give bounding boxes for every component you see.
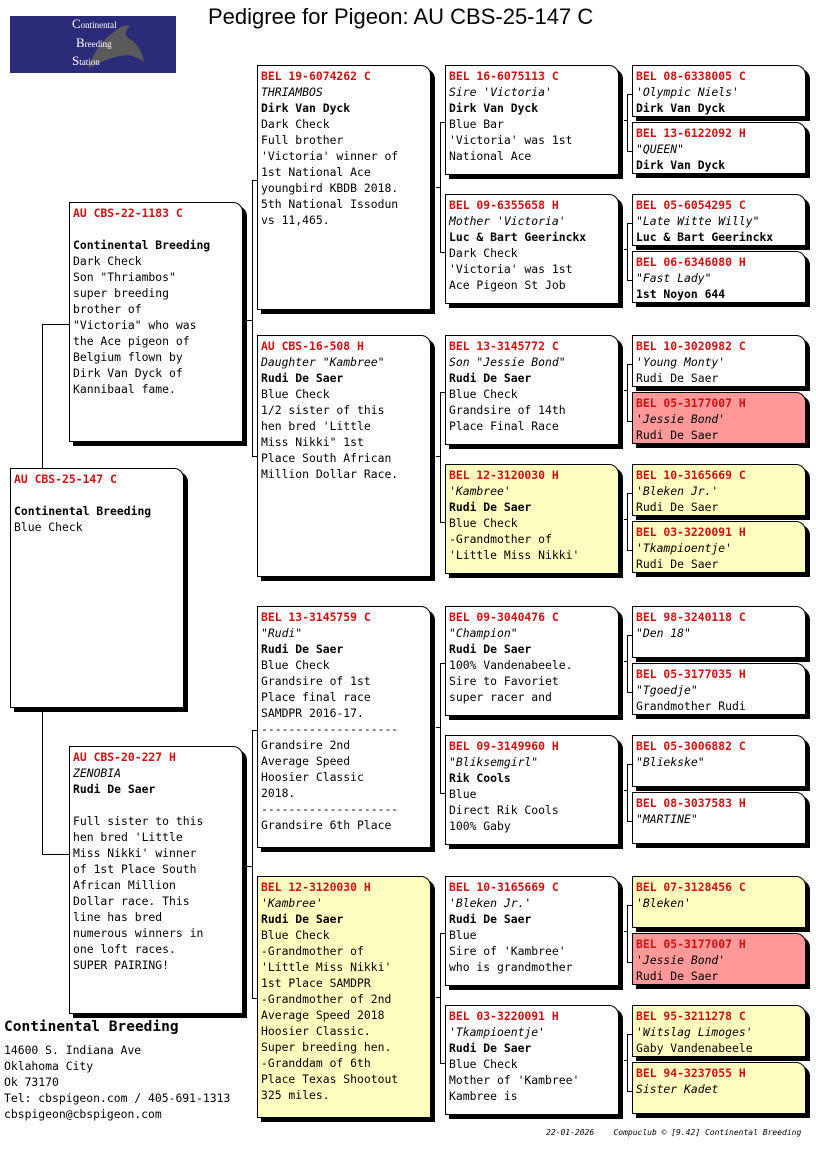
pigeon-card[interactable]	[445, 335, 619, 445]
info-line: Dark Check	[261, 117, 330, 131]
breeder-address: 14600 S. Indiana Ave Oklahoma City Ok 73170 Tel: cbspigeon.com / 405-691-1313 cbspigeon@cbspigeon.com	[4, 1043, 231, 1121]
pigeon-name: 'Olympic Niels'	[636, 85, 739, 99]
pedigree-connector	[42, 324, 43, 468]
info-line: Kannibaal fame.	[73, 382, 176, 396]
owner-name: Rudi De Saer	[73, 782, 156, 796]
ring-number: BEL 13-3145759 C	[261, 610, 371, 624]
pigeon-card[interactable]	[632, 251, 806, 303]
info-line: Blue Check	[261, 387, 330, 401]
ring-number: BEL 09-3040476 C	[449, 610, 559, 624]
info-line: 1/2 sister of this	[261, 403, 385, 417]
info-line: the Ace pigeon of	[73, 334, 190, 348]
spacer	[14, 487, 180, 503]
ring-number: BEL 12-3120030 H	[449, 468, 559, 482]
info-line: youngbird KBDB 2018.	[261, 181, 399, 195]
info-line: hen bred 'Little	[261, 419, 371, 433]
ring-number: BEL 03-3220091 H	[449, 1009, 559, 1023]
pedigree-connector	[627, 905, 628, 962]
pedigree-connector	[440, 933, 441, 1063]
info-line: Blue Check	[449, 1057, 518, 1071]
ring-number: BEL 03-3220091 H	[636, 525, 746, 539]
info-line: Dark Check	[73, 254, 142, 268]
info-line: Super breeding hen.	[261, 1040, 392, 1054]
owner-name: Luc & Bart Geerinckx	[636, 230, 774, 244]
info-line: Grandsire of 14th	[449, 403, 566, 417]
info-line: 'Little Miss Nikki'	[449, 548, 580, 562]
owner-name: Rudi De Saer	[261, 912, 344, 926]
info-line: super breeding	[73, 286, 170, 300]
ring-number: BEL 19-6074262 C	[261, 69, 371, 83]
info-line: Miss Nikki' winner	[73, 846, 197, 860]
pigeon-name: Sire 'Victoria'	[449, 85, 552, 99]
pigeon-card[interactable]	[632, 933, 806, 985]
info-line: one loft races.	[73, 942, 176, 956]
pigeon-name: 'Jessie Bond'	[636, 953, 726, 967]
owner-name: Continental Breeding	[14, 504, 152, 518]
info-line: Full brother	[261, 133, 344, 147]
ring-number: BEL 16-6075113 C	[449, 69, 559, 83]
info-line: Grandsire 6th Place	[261, 818, 392, 832]
ring-number: BEL 05-6054295 C	[636, 198, 746, 212]
ring-number: BEL 08-3037583 H	[636, 796, 746, 810]
pigeon-name: "QUEEN"	[636, 142, 685, 156]
pigeon-name: "Late Witte Willy"	[636, 214, 760, 228]
info-line: -Grandmother of 2nd	[261, 992, 392, 1006]
pedigree-connector	[627, 94, 628, 151]
pedigree-connector	[627, 764, 628, 821]
pigeon-card[interactable]	[632, 392, 806, 444]
info-line: brother of	[73, 302, 142, 316]
info-line: Dollar race. This	[73, 894, 190, 908]
info-line: line has bred	[73, 910, 163, 924]
pigeon-name: "Den 18"	[636, 626, 691, 640]
pigeon-card[interactable]	[632, 792, 806, 844]
pedigree-connector	[42, 708, 43, 854]
owner-name: Rudi De Saer	[449, 371, 532, 385]
pedigree-connector	[436, 727, 440, 728]
info-line: Grandsire of 1st	[261, 674, 371, 688]
info-line: 325 miles.	[261, 1088, 330, 1102]
info-line: Ace Pigeon St Job	[449, 278, 566, 292]
pedigree-connector	[624, 1060, 627, 1061]
pigeon-name: Son "Jessie Bond"	[449, 355, 566, 369]
info-line: Rudi De Saer	[636, 500, 719, 514]
pigeon-card[interactable]	[445, 606, 619, 716]
info-line: 100% Gaby	[449, 819, 511, 833]
info-line: 2018.	[261, 786, 296, 800]
pigeon-name: "Rudi"	[261, 626, 303, 640]
pedigree-connector	[624, 519, 627, 520]
info-line: Gaby Vandenabeele	[636, 1041, 753, 1055]
info-line: Dark Check	[449, 246, 518, 260]
pigeon-card[interactable]	[632, 335, 806, 387]
owner-name: Luc & Bart Geerinckx	[449, 230, 587, 244]
pigeon-card[interactable]	[632, 663, 806, 715]
pigeon-name: Mother 'Victoria'	[449, 214, 566, 228]
ring-number: BEL 13-3145772 C	[449, 339, 559, 353]
pedigree-connector	[246, 320, 252, 321]
pedigree-connector	[246, 866, 252, 867]
info-line: Grandmother Rudi	[636, 699, 746, 713]
ring-number: BEL 98-3240118 C	[636, 610, 746, 624]
pigeon-name: 'Jessie Bond'	[636, 412, 726, 426]
ring-number: BEL 08-6338005 C	[636, 69, 746, 83]
info-line: Rudi De Saer	[636, 371, 719, 385]
pedigree-connector	[440, 122, 441, 252]
pigeon-name: Daughter "Kambree"	[261, 355, 385, 369]
pigeon-name: "Bliekske"	[636, 755, 705, 769]
breeder-name: Continental Breeding	[4, 1019, 179, 1035]
pigeon-card[interactable]	[632, 194, 806, 246]
owner-name: Rudi De Saer	[261, 642, 344, 656]
info-line: -Grandmother of	[449, 532, 552, 546]
pigeon-card[interactable]	[445, 464, 619, 574]
pigeon-card[interactable]	[445, 194, 619, 304]
pedigree-connector	[624, 661, 627, 662]
info-line: super racer and	[449, 690, 552, 704]
ring-number: BEL 05-3177007 H	[636, 396, 746, 410]
pigeon-card[interactable]	[632, 876, 806, 928]
info-line: Kambree is	[449, 1089, 518, 1103]
pedigree-connector	[440, 392, 441, 522]
info-line: Direct Rik Cools	[449, 803, 559, 817]
pigeon-card[interactable]	[632, 521, 806, 573]
pigeon-card[interactable]	[257, 335, 431, 577]
info-line: Average Speed 2018	[261, 1008, 385, 1022]
ring-number: BEL 07-3128456 C	[636, 880, 746, 894]
ring-number: BEL 10-3165669 C	[636, 468, 746, 482]
pigeon-card[interactable]	[632, 606, 806, 658]
ring-number: BEL 94-3237055 H	[636, 1066, 746, 1080]
owner-name: Rudi De Saer	[449, 642, 532, 656]
pedigree-connector	[624, 120, 627, 121]
pigeon-name: "Bliksemgirl"	[449, 755, 539, 769]
info-line: SUPER PAIRING!	[73, 958, 170, 972]
pigeon-card[interactable]	[632, 1005, 806, 1057]
company-logo: Continental Breeding Station	[10, 16, 176, 73]
owner-name: Dirk Van Dyck	[636, 101, 726, 115]
pigeon-name: THRIAMBOS	[261, 85, 323, 99]
software-credit: Compuclub © [9.42] Continental Breeding	[613, 1128, 802, 1137]
pigeon-card[interactable]	[257, 876, 431, 1118]
pigeon-card[interactable]	[632, 735, 806, 787]
ring-number: BEL 06-6346080 H	[636, 255, 746, 269]
owner-name: Rudi De Saer	[449, 500, 532, 514]
pigeon-card[interactable]	[445, 65, 619, 175]
spacer	[73, 797, 239, 813]
spacer	[73, 221, 239, 237]
pedigree-connector	[627, 223, 628, 280]
pedigree-connector	[42, 854, 69, 855]
owner-name: Rudi De Saer	[449, 912, 532, 926]
info-line: who is grandmother	[449, 960, 573, 974]
pigeon-card[interactable]	[257, 65, 431, 310]
pigeon-name: 'Bleken Jr.'	[449, 896, 532, 910]
info-line: Place final race	[261, 690, 371, 704]
info-line: Blue Check	[261, 658, 330, 672]
pigeon-name: "MARTINE"	[636, 812, 698, 826]
info-line: "Victoria" who was	[73, 318, 197, 332]
print-info	[546, 1128, 801, 1137]
info-line: 1st Place SAMDPR	[261, 976, 371, 990]
info-line: -Granddam of 6th	[261, 1056, 371, 1070]
ring-number: BEL 95-3211278 C	[636, 1009, 746, 1023]
ring-number: AU CBS-16-508 H	[261, 339, 364, 353]
pedigree-connector	[252, 180, 253, 456]
info-line: numerous winners in	[73, 926, 204, 940]
info-line: hen bred 'Little	[73, 830, 183, 844]
info-line: Dirk Van Dyck of	[73, 366, 183, 380]
pigeon-name: "Fast Lady"	[636, 271, 712, 285]
pedigree-connector	[624, 249, 627, 250]
pedigree-connector	[440, 663, 441, 793]
info-line: Son "Thriambos"	[73, 270, 176, 284]
pedigree-connector	[627, 364, 628, 421]
owner-name: Rik Cools	[449, 771, 511, 785]
info-line: 'Victoria' winner of	[261, 149, 399, 163]
print-date: 22-01-2026	[546, 1128, 595, 1137]
info-line: Place Texas Shootout	[261, 1072, 399, 1086]
pigeon-card[interactable]	[10, 468, 184, 708]
owner-name: Rudi De Saer	[449, 1041, 532, 1055]
owner-name: Dirk Van Dyck	[636, 158, 726, 172]
info-line: Blue	[449, 928, 477, 942]
pigeon-card[interactable]	[445, 735, 619, 845]
pigeon-name: 'Young Monty'	[636, 355, 726, 369]
owner-name: Dirk Van Dyck	[449, 101, 539, 115]
info-line: Blue Bar	[449, 117, 504, 131]
info-line: 1st National Ace	[261, 165, 371, 179]
info-line: Hoosier Classic	[261, 770, 364, 784]
info-line: of 1st Place South	[73, 862, 197, 876]
pigeon-card[interactable]	[445, 876, 619, 986]
ring-number: BEL 05-3006882 C	[636, 739, 746, 753]
info-line: Miss Nikki" 1st	[261, 435, 364, 449]
info-line: Blue Check	[14, 520, 83, 534]
pedigree-connector	[624, 790, 627, 791]
ring-number: BEL 09-6355658 H	[449, 198, 559, 212]
pedigree-connector	[627, 493, 628, 550]
ring-number: AU CBS-20-227 H	[73, 750, 176, 764]
ring-number: AU CBS-25-147 C	[14, 472, 117, 486]
owner-name: 1st Noyon 644	[636, 287, 726, 301]
ring-number: BEL 05-3177035 H	[636, 667, 746, 681]
info-line: 'Victoria' was 1st	[449, 262, 573, 276]
pigeon-name: 'Kambree'	[261, 896, 323, 910]
pigeon-card[interactable]	[69, 202, 243, 442]
pedigree-connector	[627, 1034, 628, 1091]
ring-number: BEL 10-3165669 C	[449, 880, 559, 894]
info-line: Sire of 'Kambree'	[449, 944, 566, 958]
pigeon-name: 'Kambree'	[449, 484, 511, 498]
pigeon-card[interactable]	[445, 1005, 619, 1115]
ring-number: BEL 12-3120030 H	[261, 880, 371, 894]
pigeon-name: "Tgoedje"	[636, 683, 698, 697]
pigeon-card[interactable]	[632, 65, 806, 117]
pedigree-connector	[42, 324, 69, 325]
info-line: Rudi De Saer	[636, 428, 719, 442]
pigeon-name: "Champion"	[449, 626, 518, 640]
info-line: 'Victoria' was 1st	[449, 133, 573, 147]
pigeon-name: Sister Kadet	[636, 1082, 719, 1096]
info-line: Rudi De Saer	[636, 969, 719, 983]
pedigree-connector	[436, 456, 440, 457]
pigeon-name: 'Tkampioentje'	[636, 541, 733, 555]
pigeon-card[interactable]	[257, 606, 431, 848]
info-line: Full sister to this	[73, 814, 204, 828]
info-line: SAMDPR 2016-17.	[261, 706, 364, 720]
info-line: Place South African	[261, 451, 392, 465]
info-line: Blue Check	[449, 387, 518, 401]
info-line: Million Dollar Race.	[261, 467, 399, 481]
pedigree-connector	[624, 390, 627, 391]
ring-number: BEL 13-6122092 H	[636, 126, 746, 140]
info-line: Belgium flown by	[73, 350, 183, 364]
info-line: Hoosier Classic.	[261, 1024, 371, 1038]
owner-name: Dirk Van Dyck	[261, 101, 351, 115]
info-line: --------------------	[261, 722, 399, 736]
info-line: African Million	[73, 878, 176, 892]
pedigree-connector	[624, 931, 627, 932]
info-line: Average Speed	[261, 754, 351, 768]
pigeon-name: 'Bleken Jr.'	[636, 484, 719, 498]
info-line: -Grandmother of	[261, 944, 364, 958]
info-line: Mother of 'Kambree'	[449, 1073, 580, 1087]
pedigree-connector	[436, 997, 440, 998]
info-line: 100% Vandenabeele.	[449, 658, 573, 672]
pigeon-name: 'Witslag Limoges'	[636, 1025, 753, 1039]
info-line: Rudi De Saer	[636, 557, 719, 571]
owner-name: Rudi De Saer	[261, 371, 344, 385]
page-title: Pedigree for Pigeon: AU CBS-25-147 C	[208, 4, 594, 29]
pigeon-name: 'Tkampioentje'	[449, 1025, 546, 1039]
owner-name: Continental Breeding	[73, 238, 211, 252]
info-line: National Ace	[449, 149, 532, 163]
ring-number: BEL 05-3177007 H	[636, 937, 746, 951]
pigeon-card[interactable]	[632, 122, 806, 174]
info-line: 'Little Miss Nikki'	[261, 960, 392, 974]
info-line: Blue Check	[261, 928, 330, 942]
pedigree-connector	[436, 187, 440, 188]
pedigree-connector	[627, 635, 628, 692]
info-line: Place Final Race	[449, 419, 559, 433]
ring-number: BEL 10-3020982 C	[636, 339, 746, 353]
info-line: Sire to Favoriet	[449, 674, 559, 688]
pedigree-connector	[252, 730, 253, 998]
pigeon-name: 'Bleken'	[636, 896, 691, 910]
info-line: --------------------	[261, 802, 399, 816]
ring-number: AU CBS-22-1183 C	[73, 206, 183, 220]
info-line: 5th National Issodun	[261, 197, 399, 211]
pigeon-card[interactable]	[69, 746, 243, 1014]
info-line: Grandsire 2nd	[261, 738, 351, 752]
info-line: Blue Check	[449, 516, 518, 530]
pigeon-name: ZENOBIA	[73, 766, 122, 780]
info-line: Blue	[449, 787, 477, 801]
ring-number: BEL 09-3149960 H	[449, 739, 559, 753]
pigeon-card[interactable]	[632, 1062, 806, 1114]
pigeon-card[interactable]	[632, 464, 806, 516]
info-line: vs 11,465.	[261, 213, 330, 227]
